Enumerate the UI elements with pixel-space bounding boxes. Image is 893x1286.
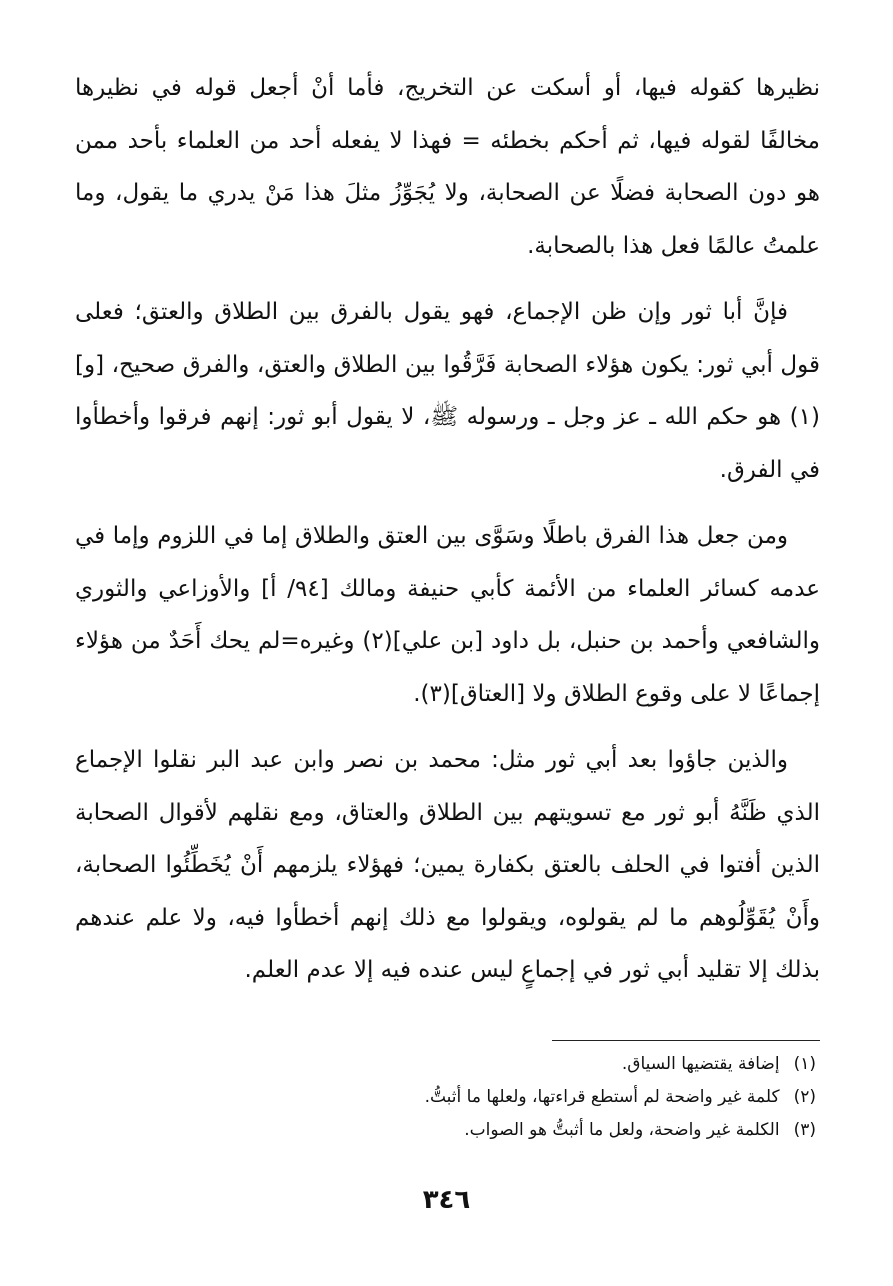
footnote-1 xyxy=(76,1048,816,1081)
page-body xyxy=(75,62,821,1140)
paragraph-3: ومن جعل هذا الفرق باطلًا وسَوَّى بين العتق والطلاق إما في اللزوم وإما في عدمه كسائر العلماء من الأئمة كأبي حنيفة ومالك [٩٤/ أ] والأوزاعي والثوري والشافعي وأحمد بن حنبل، بل داود [بن علي](٢) وغيره=لم يحك أَحَدٌ من هؤلاء إجماعًا لا على وقوع الطلاق ولا [العتاق](٣). xyxy=(75,523,821,707)
paragraph-1: نظيرها كقوله فيها، أو أسكت عن التخريج، فأما أنْ أجعل قوله في نظيرها مخالفًا لقوله فيها، ثم أحكم بخطئه = فهذا لا يفعله أحد من العلماء بأحد ممن هو دون الصحابة فضلًا عن الصحابة، ولا يُجَوِّزُ مثلَ هذا مَنْ يدري ما يقول، وما علمتُ عالمًا فعل هذا بالصحابة. xyxy=(75,75,820,259)
paragraph-4: والذين جاؤوا بعد أبي ثور مثل: محمد بن نصر وابن عبد البر نقلوا الإجماع الذي ظَنَّهُ أبو ثور مع تسويتهم بين الطلاق والعتاق، ومع نقلهم لأقوال الصحابة الذين أفتوا في الحلف بالعتق بكفارة يمين؛ فهؤلاء يلزمهم أَنْ يُخَطِّئُوا الصحابة، وأَنْ يُقَوِّلُوهم ما لم يقولوه، ويقولوا مع ذلك إنهم أخطأوا فيه، ولا علم عندهم بذلك إلا تقليد أبي ثور في إجماعٍ ليس عنده فيه إلا عدم العلم. xyxy=(75,747,820,983)
paragraph-2: فإنَّ أبا ثور وإن ظن الإجماع، فهو يقول بالفرق بين الطلاق والعتق؛ فعلى قول أبي ثور: يكون هؤلاء الصحابة فَرَّقُوا بين الطلاق والعتق، والفرق صحيح، [و](١) هو حكم الله ـ عز وجل ـ ورسوله ﷺ، لا يقول أبو ثور: إنهم فرقوا وأخطأوا في الفرق. xyxy=(75,299,820,483)
page-number: ٣٤٦ xyxy=(422,1185,471,1215)
footnote-text: كلمة غير واضحة لم أستطع قراءتها، ولعلها ما أثبتُّ. xyxy=(424,1087,780,1107)
footnote-number: (٣) xyxy=(793,1120,816,1140)
footnote-number: (١) xyxy=(793,1054,816,1074)
footnote-number: (٢) xyxy=(793,1087,816,1107)
footnote-text: إضافة يقتضيها السياق. xyxy=(621,1054,780,1074)
footnote-divider xyxy=(552,1040,820,1041)
footnote-text: الكلمة غير واضحة، ولعل ما أثبتُّ هو الصواب. xyxy=(464,1120,780,1140)
footnotes xyxy=(76,1048,816,1147)
footnote-2 xyxy=(76,1081,816,1114)
footnote-3 xyxy=(76,1114,816,1147)
